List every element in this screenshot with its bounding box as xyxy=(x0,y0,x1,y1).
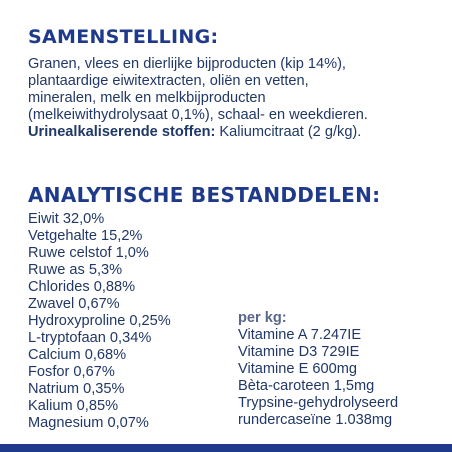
analytical-item: Kalium 0,85% xyxy=(28,398,119,414)
urinary-alkalizing-value: Kaliumcitraat (2 g/kg). xyxy=(215,124,362,140)
analytical-list xyxy=(28,211,171,432)
per-kg-item: Vitamine A 7.247IE xyxy=(238,327,362,343)
analytical-item: Ruwe celstof 1,0% xyxy=(28,245,149,261)
per-kg-item: Vitamine E 600mg xyxy=(238,361,357,377)
analytical-item: Eiwit 32,0% xyxy=(28,211,105,227)
per-kg-item: Vitamine D3 729IE xyxy=(238,344,360,360)
urinary-alkalizing-label: Urinealkaliserende stoffen: xyxy=(28,124,216,140)
per-kg-item: Bèta-caroteen 1,5mg xyxy=(238,378,375,394)
composition-line: (melkeiwithydrolysaat 0,1%), schaal- en weekdieren. xyxy=(28,107,368,123)
analytical-item: Natrium 0,35% xyxy=(28,381,125,397)
analytical-item: Zwavel 0,67% xyxy=(28,296,120,312)
analytical-item: L-tryptofaan 0,34% xyxy=(28,330,152,346)
analytical-title: ANALYTISCHE BESTANDDELEN: xyxy=(28,183,381,207)
analytical-item: Hydroxyproline 0,25% xyxy=(28,313,171,329)
analytical-item: Fosfor 0,67% xyxy=(28,364,115,380)
per-kg-heading: per kg: xyxy=(238,310,287,326)
analytical-item: Chlorides 0,88% xyxy=(28,279,136,295)
analytical-item: Magnesium 0,07% xyxy=(28,415,149,431)
composition-line: mineralen, melk en melkbijproducten xyxy=(28,90,266,106)
analytical-item: Ruwe as 5,3% xyxy=(28,262,123,278)
per-kg-list xyxy=(238,310,398,429)
composition-line: Granen, vlees en dierlijke bijproducten (kip 14%), xyxy=(28,56,346,72)
per-kg-item: Trypsine-gehydrolyseerd xyxy=(238,395,399,411)
analytical-item: Vetgehalte 15,2% xyxy=(28,228,143,244)
composition-text xyxy=(28,56,438,141)
composition-title: SAMENSTELLING: xyxy=(28,26,219,48)
composition-line: plantaardige eiwitextracten, oliën en vetten, xyxy=(28,73,309,89)
analytical-item: Calcium 0,68% xyxy=(28,347,127,363)
urinary-alkalizing-line xyxy=(28,124,438,141)
bottom-accent-bar xyxy=(0,444,452,452)
per-kg-item: rundercaseïne 1.038mg xyxy=(238,412,393,428)
